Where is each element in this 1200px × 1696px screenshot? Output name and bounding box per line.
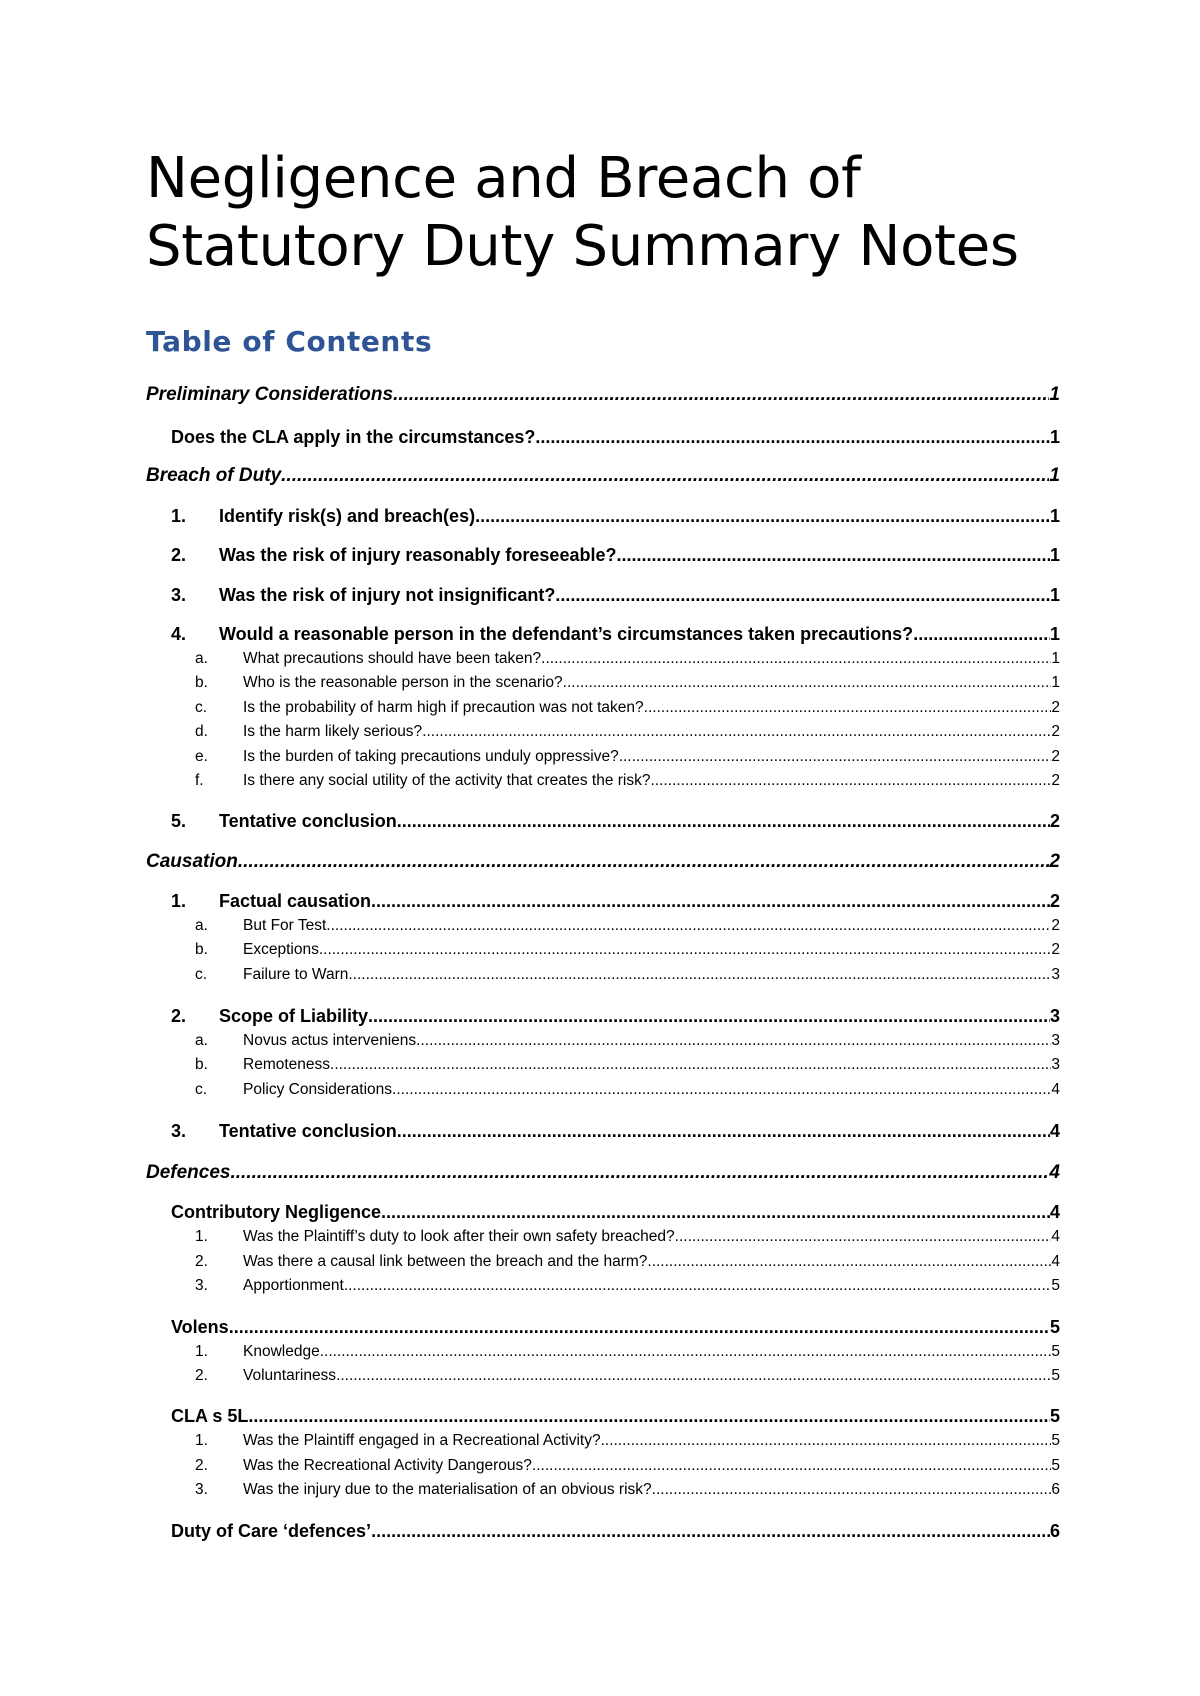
toc-entry-label: Was the Plaintiff engaged in a Recreational Activity? xyxy=(243,1432,601,1449)
toc-page-number: 1 xyxy=(1051,674,1060,691)
toc-page-number: 4 xyxy=(1051,1228,1060,1245)
toc-entry[interactable] xyxy=(146,382,1060,408)
document-title: Negligence and Breach of Statutory Duty Summary Notes xyxy=(146,146,1019,279)
toc-entry-label: Voluntariness xyxy=(243,1367,337,1384)
toc-entry-number: b. xyxy=(195,674,208,691)
toc-entry[interactable] xyxy=(195,939,1060,961)
toc-dot-leader xyxy=(348,964,1051,986)
toc-entry-number: 1. xyxy=(171,506,187,526)
toc-page-number: 3 xyxy=(1051,966,1060,983)
toc-entry-label: Causation xyxy=(146,851,238,872)
toc-entry[interactable] xyxy=(171,503,1060,529)
toc-entry-label: Is there any social utility of the activity that creates the risk? xyxy=(243,772,651,789)
toc-page-number: 2 xyxy=(1051,772,1060,789)
toc-dot-leader xyxy=(344,1275,1052,1297)
toc-page-number: 1 xyxy=(1049,545,1060,565)
toc-entry-number: c. xyxy=(195,1081,208,1098)
toc-page-number: 6 xyxy=(1051,1481,1060,1498)
toc-entry-label: Is the probability of harm high if precaution was not taken? xyxy=(243,699,644,716)
toc-entry[interactable] xyxy=(195,1079,1060,1101)
toc-entry-label: CLA s 5L xyxy=(171,1406,249,1426)
toc-entry[interactable] xyxy=(195,1251,1060,1273)
toc-dot-leader xyxy=(675,1226,1052,1248)
toc-page-number: 2 xyxy=(1051,748,1060,765)
toc-page-number: 5 xyxy=(1049,1317,1060,1337)
toc-entry[interactable] xyxy=(171,1003,1060,1029)
toc-dot-leader xyxy=(319,939,1052,961)
toc-dot-leader xyxy=(541,648,1051,670)
toc-page-number: 5 xyxy=(1051,1277,1060,1294)
toc-page-number: 3 xyxy=(1051,1056,1060,1073)
toc-page-number: 1 xyxy=(1049,465,1060,486)
toc-entry-number: 4. xyxy=(171,624,187,644)
toc-entry[interactable] xyxy=(195,1365,1060,1387)
toc-dot-leader xyxy=(422,721,1051,743)
toc-entry[interactable] xyxy=(195,770,1060,792)
toc-dot-leader xyxy=(619,746,1052,768)
toc-entry[interactable] xyxy=(195,1455,1060,1477)
toc-heading: Table of Contents xyxy=(146,325,433,358)
toc-dot-leader xyxy=(397,808,1050,834)
toc-entry[interactable] xyxy=(171,1118,1060,1144)
toc-entry-number: 3. xyxy=(171,1121,187,1141)
toc-entry[interactable] xyxy=(195,1054,1060,1076)
toc-entry[interactable] xyxy=(171,542,1060,568)
toc-entry-label: Identify risk(s) and breach(es) xyxy=(219,506,476,526)
toc-entry[interactable] xyxy=(195,1341,1060,1363)
toc-entry-number: 1. xyxy=(195,1228,208,1245)
toc-entry[interactable] xyxy=(171,808,1060,834)
toc-dot-leader xyxy=(913,621,1050,647)
toc-dot-leader xyxy=(231,1160,1050,1186)
toc-dot-leader xyxy=(238,849,1050,875)
toc-entry[interactable] xyxy=(146,1160,1060,1186)
toc-entry-number: a. xyxy=(195,650,208,667)
toc-dot-leader xyxy=(416,1030,1051,1052)
toc-entry-label: Contributory Negligence xyxy=(171,1202,382,1222)
toc-page-number: 5 xyxy=(1051,1432,1060,1449)
toc-entry[interactable] xyxy=(171,621,1060,647)
toc-entry-number: c. xyxy=(195,699,208,716)
toc-entry[interactable] xyxy=(195,697,1060,719)
toc-entry-number: 2. xyxy=(171,1006,187,1026)
toc-entry-label: Is the harm likely serious? xyxy=(243,723,423,740)
toc-dot-leader xyxy=(616,542,1050,568)
toc-page-number: 2 xyxy=(1049,891,1060,911)
toc-entry-label: Duty of Care ‘defences’ xyxy=(171,1521,372,1541)
toc-page-number: 5 xyxy=(1051,1343,1060,1360)
toc-dot-leader xyxy=(647,1251,1051,1273)
toc-entry-number: 1. xyxy=(171,891,187,911)
toc-entry-label: Policy Considerations xyxy=(243,1081,393,1098)
toc-entry-label: Volens xyxy=(171,1317,229,1337)
toc-page-number: 5 xyxy=(1051,1367,1060,1384)
toc-page-number: 1 xyxy=(1049,624,1060,644)
toc-page-number: 2 xyxy=(1049,851,1060,872)
toc-entry[interactable] xyxy=(171,424,1060,450)
toc-entry[interactable] xyxy=(195,1226,1060,1248)
toc-dot-leader xyxy=(381,1199,1050,1225)
toc-dot-leader xyxy=(368,1003,1050,1029)
toc-entry[interactable] xyxy=(146,849,1060,875)
toc-entry-label: Defences xyxy=(146,1162,231,1183)
toc-dot-leader xyxy=(563,672,1052,694)
toc-dot-leader xyxy=(651,770,1052,792)
toc-entry-number: 1. xyxy=(195,1343,208,1360)
toc-dot-leader xyxy=(320,1341,1052,1363)
toc-entry-number: a. xyxy=(195,917,208,934)
toc-entry-number: 2. xyxy=(195,1253,208,1270)
toc-entry-number: 2. xyxy=(195,1457,208,1474)
toc-entry-label: Does the CLA apply in the circumstances? xyxy=(171,427,536,447)
toc-entry-number: c. xyxy=(195,966,208,983)
toc-page-number: 1 xyxy=(1049,506,1060,526)
toc-entry[interactable] xyxy=(171,582,1060,608)
toc-entry-number: d. xyxy=(195,723,208,740)
toc-page-number: 4 xyxy=(1051,1081,1060,1098)
toc-entry[interactable] xyxy=(171,1314,1060,1340)
toc-page-number: 1 xyxy=(1049,384,1060,405)
toc-entry-label: Preliminary Considerations xyxy=(146,384,394,405)
toc-dot-leader xyxy=(652,1479,1052,1501)
toc-dot-leader xyxy=(330,1054,1051,1076)
toc-entry[interactable] xyxy=(195,746,1060,768)
toc-dot-leader xyxy=(392,1079,1051,1101)
toc-entry-label: Would a reasonable person in the defendant’s circumstances taken precautions? xyxy=(219,624,914,644)
toc-dot-leader xyxy=(248,1403,1050,1429)
toc-entry[interactable] xyxy=(171,1518,1060,1544)
toc-entry-label: Tentative conclusion xyxy=(219,1121,397,1141)
toc-entry-label: Who is the reasonable person in the scenario? xyxy=(243,674,563,691)
toc-entry[interactable] xyxy=(195,964,1060,986)
toc-entry-label: Exceptions xyxy=(243,941,319,958)
toc-entry-label: Scope of Liability xyxy=(219,1006,369,1026)
toc-entry[interactable] xyxy=(195,1030,1060,1052)
toc-page-number: 5 xyxy=(1049,1406,1060,1426)
toc-page-number: 4 xyxy=(1049,1121,1060,1141)
toc-dot-leader xyxy=(371,1518,1050,1544)
toc-entry-number: 3. xyxy=(195,1481,208,1498)
toc-entry-label: Was the injury due to the materialisation of an obvious risk? xyxy=(243,1481,652,1498)
toc-entry-number: f. xyxy=(195,772,204,789)
toc-page-number: 4 xyxy=(1051,1253,1060,1270)
toc-entry-label: Factual causation xyxy=(219,891,372,911)
toc-entry[interactable] xyxy=(146,463,1060,489)
toc-entry-label: Is the burden of taking precautions unduly oppressive? xyxy=(243,748,619,765)
toc-dot-leader xyxy=(532,1455,1051,1477)
toc-page-number: 1 xyxy=(1051,650,1060,667)
toc-page-number: 3 xyxy=(1051,1032,1060,1049)
toc-entry-label: Was the Recreational Activity Dangerous? xyxy=(243,1457,532,1474)
toc-dot-leader xyxy=(475,503,1050,529)
toc-entry-number: 2. xyxy=(171,545,187,565)
toc-entry[interactable] xyxy=(195,648,1060,670)
toc-entry-label: Novus actus interveniens xyxy=(243,1032,417,1049)
toc-entry-number: e. xyxy=(195,748,208,765)
toc-entry-label: Tentative conclusion xyxy=(219,811,397,831)
toc-dot-leader xyxy=(281,463,1049,489)
toc-entry-label: Apportionment xyxy=(243,1277,344,1294)
toc-page-number: 6 xyxy=(1049,1521,1060,1541)
toc-entry[interactable] xyxy=(195,721,1060,743)
toc-page-number: 4 xyxy=(1049,1202,1060,1222)
toc-page-number: 3 xyxy=(1049,1006,1060,1026)
toc-entry[interactable] xyxy=(171,1403,1060,1429)
toc-entry[interactable] xyxy=(195,1430,1060,1452)
toc-entry-label: Knowledge xyxy=(243,1343,320,1360)
toc-entry-label: Was the risk of injury reasonably foreseeable? xyxy=(219,545,617,565)
toc-page-number: 2 xyxy=(1051,723,1060,740)
toc-entry-number: 3. xyxy=(171,585,187,605)
toc-page-number: 1 xyxy=(1049,585,1060,605)
toc-dot-leader xyxy=(644,697,1052,719)
toc-dot-leader xyxy=(326,915,1051,937)
toc-entry-number: 1. xyxy=(195,1432,208,1449)
toc-page-number: 2 xyxy=(1051,917,1060,934)
toc-entry-label: Remoteness xyxy=(243,1056,331,1073)
toc-page-number: 2 xyxy=(1049,811,1060,831)
toc-entry-label: Breach of Duty xyxy=(146,465,282,486)
toc-entry-number: a. xyxy=(195,1032,208,1049)
toc-dot-leader xyxy=(336,1365,1051,1387)
toc-dot-leader xyxy=(393,382,1049,408)
toc-entry-label: Was there a causal link between the breach and the harm? xyxy=(243,1253,648,1270)
toc-entry[interactable] xyxy=(195,915,1060,937)
toc-page-number: 2 xyxy=(1051,941,1060,958)
toc-dot-leader xyxy=(555,582,1050,608)
toc-entry[interactable] xyxy=(171,888,1060,914)
toc-entry-number: b. xyxy=(195,1056,208,1073)
toc-entry-number: 3. xyxy=(195,1277,208,1294)
toc-entry-number: 5. xyxy=(171,811,187,831)
toc-page-number: 5 xyxy=(1051,1457,1060,1474)
toc-entry-number: 2. xyxy=(195,1367,208,1384)
toc-page-number: 2 xyxy=(1051,699,1060,716)
toc-entry-label: Failure to Warn xyxy=(243,966,349,983)
toc-entry[interactable] xyxy=(195,1479,1060,1501)
toc-entry-label: Was the risk of injury not insignificant? xyxy=(219,585,556,605)
toc-dot-leader xyxy=(601,1430,1052,1452)
toc-dot-leader xyxy=(397,1118,1050,1144)
toc-entry-label: But For Test xyxy=(243,917,327,934)
toc-entry[interactable] xyxy=(171,1199,1060,1225)
toc-entry-number: b. xyxy=(195,941,208,958)
toc-entry-label: Was the Plaintiff’s duty to look after their own safety breached? xyxy=(243,1228,675,1245)
toc-dot-leader xyxy=(535,424,1050,450)
toc-dot-leader xyxy=(229,1314,1050,1340)
toc-entry[interactable] xyxy=(195,1275,1060,1297)
toc-page-number: 1 xyxy=(1049,427,1060,447)
toc-dot-leader xyxy=(371,888,1050,914)
toc-page-number: 4 xyxy=(1049,1162,1060,1183)
toc-entry-label: What precautions should have been taken? xyxy=(243,650,542,667)
toc-entry[interactable] xyxy=(195,672,1060,694)
